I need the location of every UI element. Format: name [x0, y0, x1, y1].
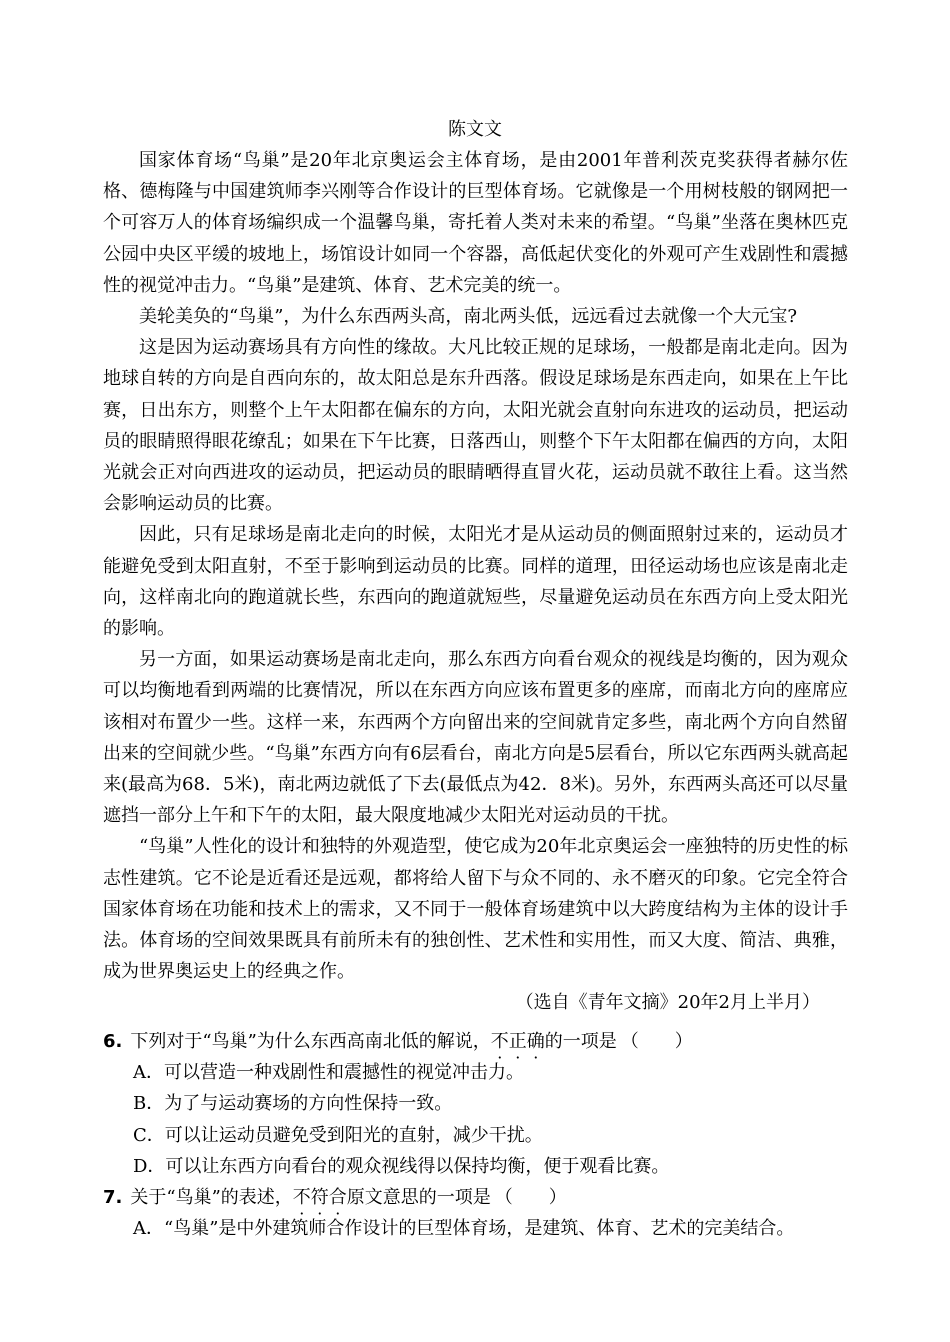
questions-section	[103, 1026, 863, 1244]
emphasis-char: 正	[508, 1031, 527, 1052]
question-stem: 关于“鸟巢”的表述，	[130, 1187, 293, 1209]
article-paragraph: 另一方面，如果运动赛场是南北走向，那么东西方向看台观众的视线是均衡的，因为观众可以均衡地看到两端的比赛情况，所以在东西方向应该布置更多的座席，而南北方向的座席应该相对布置少一些。这样一来，东西两个方向留出来的空间就肯定多些，南北两个方向自然留出来的空间就少些。“鸟巢”东西方向有6层看台，南北方向是5层看台，所以它东西两头就高起来(最高为68．5米)，南北两边就低了下去(最低点为42．8米)。另外，东西两头高还可以尽量遮挡一部分上午和下午的太阳，最大限度地减少太阳光对运动员的干扰。	[103, 649, 848, 827]
answer-blank[interactable]: （ ）	[620, 1031, 693, 1052]
question-stem-end: 原文意思的一项是	[346, 1187, 491, 1209]
option-a[interactable]: A．可以营造一种戏剧性和震撼性的视觉冲击力。	[133, 1062, 524, 1084]
question-number: 6.	[103, 1031, 123, 1052]
emphasis-char: 确	[526, 1031, 545, 1052]
question-stem-end: 的一项是	[544, 1031, 617, 1052]
option-b[interactable]: B．为了与运动赛场的方向性保持一致。	[133, 1093, 453, 1115]
question-stem: 下列对于“鸟巢”为什么东西高南北低的解说，	[130, 1031, 491, 1052]
option-c[interactable]: C．可以让运动员避免受到阳光的直射，减少干扰。	[133, 1124, 543, 1146]
article-author: 陈文文	[448, 119, 502, 140]
article-paragraph: 国家体育场“鸟巢”是20年北京奥运会主体育场，是由2001年普利茨克奖获得者赫尔佐格、德梅隆与中国建筑师李兴刚等合作设计的巨型体育场。它就像是一个用树枝般的钢网把一个可容万人的体育场编织成一个温馨鸟巢，寄托着人类对未来的希望。“鸟巢”坐落在奥林匹克公园中央区平缓的坡地上，场馆设计如同一个容器，高低起伏变化的外观可产生戏剧性和震撼性的视觉冲击力。“鸟巢”是建筑、体育、艺术完美的统一。	[103, 150, 848, 296]
emphasis-text	[491, 1031, 545, 1052]
emphasis-char: 符	[310, 1187, 329, 1209]
article-paragraph: “鸟巢”人性化的设计和独特的外观造型，使它成为20年北京奥运会一座独特的历史性的标志性建筑。它不论是近看还是远观，都将给人留下与众不同的、永不磨灭的印象。它完全符合国家体育场在功能和技术上的需求，又不同于一般体育场建筑中以大跨度结构为主体的设计手法。体育场的空间效果既具有前所未有的独创性、艺术性和实用性，而又大度、简洁、典雅，成为世界奥运史上的经典之作。	[103, 836, 848, 983]
emphasis-char: 不	[490, 1031, 509, 1052]
article-paragraph: 这是因为运动赛场具有方向性的缘故。大凡比较正规的足球场，一般都是南北走向。因为地球自转的方向是自西向东的，故太阳总是东升西落。假设足球场是东西走向，如果在上午比赛，日出东方，则整个上午太阳都在偏东的方向，太阳光就会直射向东进攻的运动员，把运动员的眼睛照得眼花缭乱；如果在下午比赛，日落西山，则整个下午太阳都在偏西的方向，太阳光就会正对向西进攻的运动员，把运动员的眼睛晒得直冒火花，运动员就不敢往上看。这当然会影响运动员的比赛。	[103, 337, 848, 515]
article-paragraph: 因此，只有足球场是南北走向的时候，太阳光才是从运动员的侧面照射过来的，运动员才能避免受到太阳直射，不至于影响到运动员的比赛。同样的道理，田径运动场也应该是南北走向，这样南北向的跑道就长些，东西向的跑道就短些，尽量避免运动员在东西方向上受太阳光的影响。	[103, 524, 848, 640]
emphasis-text	[293, 1187, 347, 1208]
article-paragraph: 美轮美奂的“鸟巢”，为什么东西两头高，南北两头低，远远看过去就像一个大元宝?	[139, 306, 798, 328]
emphasis-char: 合	[328, 1187, 347, 1209]
question-number: 7.	[103, 1187, 123, 1209]
answer-blank[interactable]: （ ）	[494, 1187, 567, 1209]
option-a[interactable]: A．“鸟巢”是中外建筑师合作设计的巨型体育场，是建筑、体育、艺术的完美结合。	[133, 1218, 795, 1240]
emphasis-char: 不	[292, 1187, 311, 1209]
option-d[interactable]: D．可以让东西方向看台的观众视线得以保持均衡，便于观看比赛。	[133, 1155, 670, 1177]
article-source: （选自《青年文摘》20年2月上半月）	[515, 992, 820, 1014]
question-7	[103, 1182, 863, 1213]
article-body	[103, 145, 848, 1019]
question-6	[103, 1026, 863, 1057]
